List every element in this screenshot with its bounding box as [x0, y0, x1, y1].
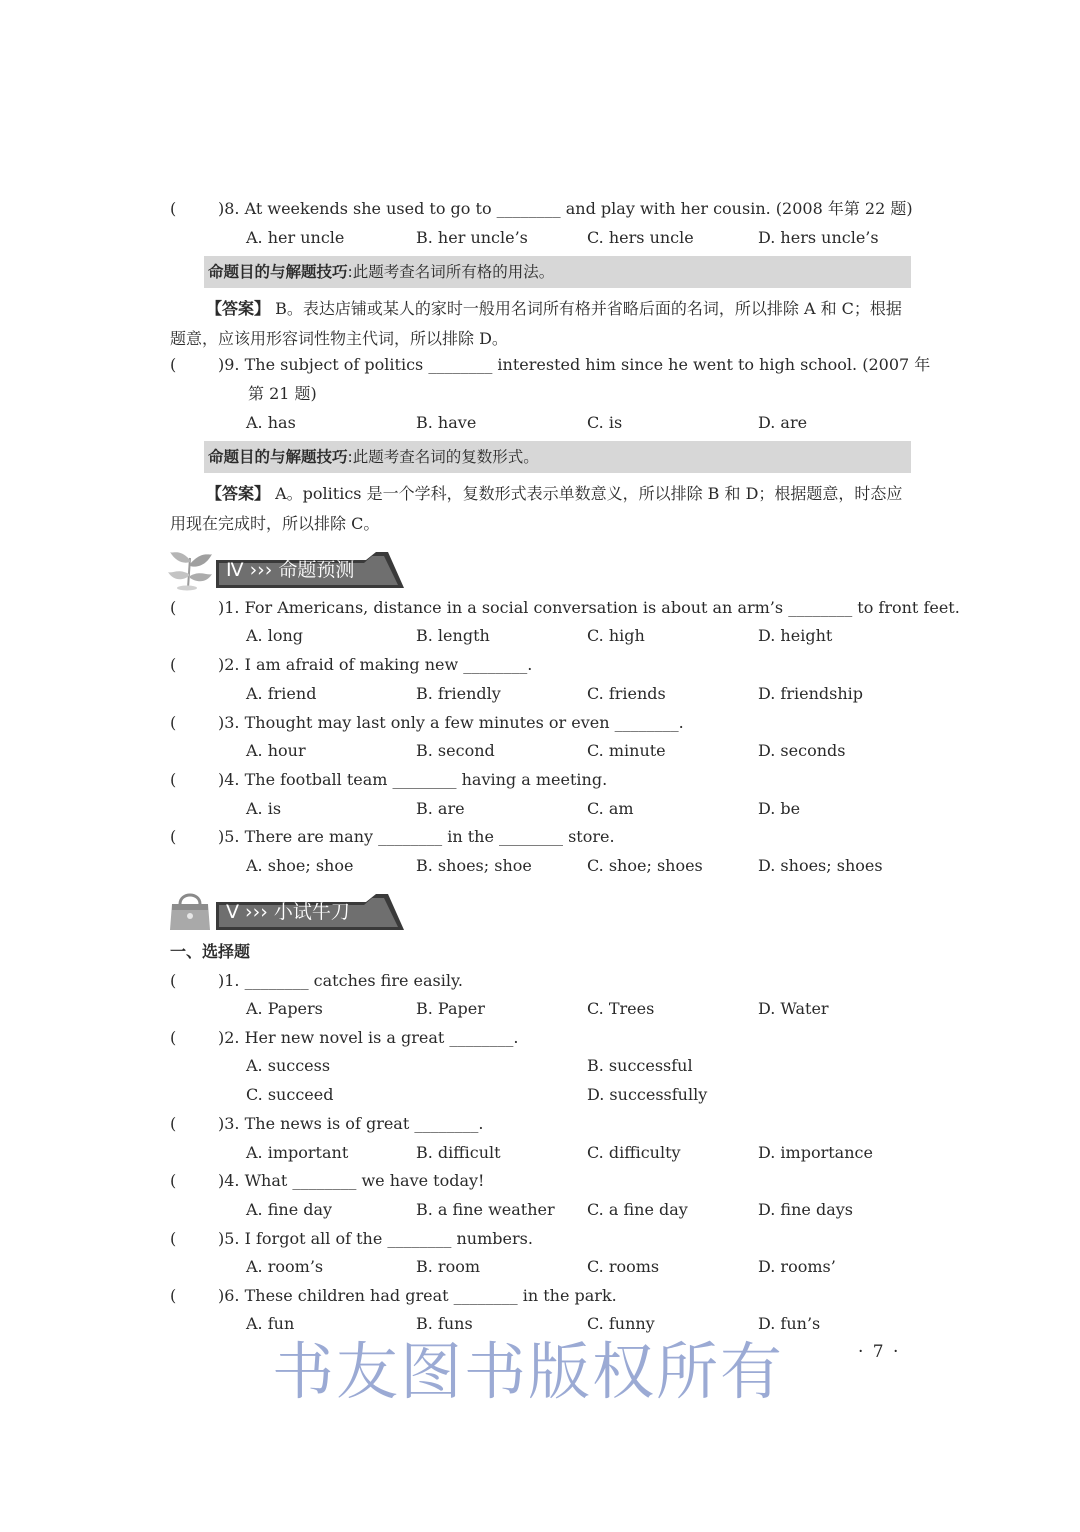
- option-a: A. important: [246, 1143, 349, 1162]
- question-row: [0, 1024, 1080, 1052]
- answer-bracket: (: [170, 655, 177, 674]
- question-row: [0, 709, 1080, 737]
- question-row: [0, 195, 1080, 223]
- options-row: [0, 224, 1080, 252]
- answer-bracket: (: [170, 598, 177, 617]
- question-text: )5. There are many ________ in the ________ store.: [218, 827, 615, 846]
- copyright-watermark: 书友图书版权所有: [272, 1335, 785, 1408]
- question-text: )4. The football team ________ having a meeting.: [218, 770, 608, 789]
- option-c: C. minute: [587, 741, 666, 760]
- answer-bracket: (: [170, 971, 177, 990]
- option-a: A. room’s: [246, 1257, 324, 1276]
- question-text: )2. I am afraid of making new ________.: [218, 655, 533, 674]
- option-b: B. second: [416, 741, 495, 760]
- option-b: B. difficult: [416, 1143, 501, 1162]
- tip-bar: [204, 441, 911, 473]
- option-d: D. fun’s: [758, 1314, 821, 1333]
- option-c: C. difficulty: [587, 1143, 681, 1162]
- option-a: A. has: [246, 413, 296, 432]
- answer-bracket: (: [170, 199, 177, 218]
- option-d: D. hers uncle’s: [758, 228, 879, 247]
- answer-bracket: (: [170, 1171, 177, 1190]
- question-text: )8. At weekends she used to go to ________ and play with her cousin. (2008 年第 22 题): [218, 199, 913, 218]
- question-row: [0, 1225, 1080, 1253]
- option-d: D. Water: [758, 999, 829, 1018]
- tip-text: :此题考查名词所有格的用法。: [347, 263, 555, 281]
- option-a: A. her uncle: [246, 228, 345, 247]
- options-row: [0, 1253, 1080, 1281]
- option-a: A. friend: [246, 684, 317, 703]
- handbag-icon: [166, 886, 214, 934]
- question-text: )3. Thought may last only a few minutes or even ________.: [218, 713, 684, 732]
- question-text: )5. I forgot all of the ________ numbers.: [218, 1229, 533, 1248]
- page-number: · 7 ·: [858, 1342, 901, 1362]
- question-text: )1. For Americans, distance in a social conversation is about an arm’s ________ to front feet.: [218, 598, 960, 617]
- section-title: Ⅴ ››› 小试牛刀: [226, 901, 350, 923]
- option-c: C. Trees: [587, 999, 655, 1018]
- option-d: D. importance: [758, 1143, 873, 1162]
- answer-label: 【答案】: [206, 299, 271, 318]
- question-text: )1. ________ catches fire easily.: [218, 971, 463, 990]
- question-row: [0, 766, 1080, 794]
- answer-bracket: (: [170, 1114, 177, 1133]
- option-d: D. shoes; shoes: [758, 856, 883, 875]
- question-text: )9. The subject of politics ________ interested him since he went to high school. (2007 年: [218, 355, 931, 374]
- option-a: A. shoe; shoe: [246, 856, 354, 875]
- answer-text: B。表达店铺或某人的家时一般用名词所有格并省略后面的名词，所以排除 A 和 C；根据题意，应该用形容词性物主代词，所以排除 D。: [170, 299, 902, 348]
- option-c: C. high: [587, 626, 645, 645]
- option-b: B. have: [416, 413, 477, 432]
- subsection-heading: 一、选择题: [170, 942, 251, 961]
- options-row: [0, 622, 1080, 650]
- option-a: A. long: [246, 626, 304, 645]
- question-row: [0, 1282, 1080, 1310]
- answer-bracket: (: [170, 1286, 177, 1305]
- options-row: [0, 1139, 1080, 1167]
- options-row: [0, 795, 1080, 823]
- option-d: D. friendship: [758, 684, 864, 703]
- option-b: B. are: [416, 799, 465, 818]
- section-heading-predictions: [166, 544, 406, 592]
- answer-text: A。politics 是一个学科，复数形式表示单数意义，所以排除 B 和 D；根据题意，时态应用现在完成时，所以排除 C。: [170, 484, 903, 533]
- answer-bracket: (: [170, 355, 177, 374]
- answer-label: 【答案】: [206, 484, 271, 503]
- options-row: [0, 995, 1080, 1023]
- answer-bracket: (: [170, 827, 177, 846]
- question-text: )6. These children had great ________ in the park.: [218, 1286, 617, 1305]
- option-b: B. successful: [587, 1056, 693, 1075]
- option-a: A. is: [246, 799, 282, 818]
- option-a: A. fine day: [246, 1200, 333, 1219]
- option-b: B. her uncle’s: [416, 228, 528, 247]
- options-row: [0, 1196, 1080, 1224]
- option-b: B. a fine weather: [416, 1200, 555, 1219]
- question-row: [0, 967, 1080, 995]
- option-c: C. a fine day: [587, 1200, 688, 1219]
- tip-label: 命题目的与解题技巧: [208, 263, 348, 281]
- options-row: [0, 1052, 1080, 1080]
- option-a: A. success: [246, 1056, 331, 1075]
- question-row: [0, 351, 1080, 379]
- question-text: )2. Her new novel is a great ________.: [218, 1028, 519, 1047]
- option-d: D. height: [758, 626, 833, 645]
- option-b: B. shoes; shoe: [416, 856, 532, 875]
- option-c: C. shoe; shoes: [587, 856, 703, 875]
- answer-paragraph: [170, 479, 912, 539]
- answer-bracket: (: [170, 770, 177, 789]
- option-b: B. length: [416, 626, 490, 645]
- option-d: D. successfully: [587, 1085, 708, 1104]
- option-d: D. seconds: [758, 741, 846, 760]
- section-heading-practice: [166, 886, 406, 934]
- leaf-sprig-icon: [166, 544, 214, 592]
- tip-label: 命题目的与解题技巧: [208, 448, 348, 466]
- option-c: C. is: [587, 413, 623, 432]
- question-text: )3. The news is of great ________.: [218, 1114, 484, 1133]
- tip-text: :此题考查名词的复数形式。: [347, 448, 539, 466]
- option-c: C. hers uncle: [587, 228, 694, 247]
- option-b: B. friendly: [416, 684, 501, 703]
- answer-bracket: (: [170, 1229, 177, 1248]
- answer-bracket: (: [170, 713, 177, 732]
- question-continuation-row: [0, 380, 1080, 408]
- answer-paragraph: [170, 294, 912, 354]
- section-title: Ⅳ ››› 命题预测: [226, 559, 355, 581]
- answer-bracket: (: [170, 1028, 177, 1047]
- options-row: [0, 852, 1080, 880]
- question-row: [0, 1167, 1080, 1195]
- option-a: A. Papers: [246, 999, 323, 1018]
- option-d: D. rooms’: [758, 1257, 836, 1276]
- options-row: [0, 737, 1080, 765]
- options-row: [0, 409, 1080, 437]
- options-row: [0, 680, 1080, 708]
- option-d: D. fine days: [758, 1200, 853, 1219]
- option-c: C. friends: [587, 684, 666, 703]
- option-c: C. succeed: [246, 1085, 334, 1104]
- tip-bar: [204, 256, 911, 288]
- option-d: D. are: [758, 413, 808, 432]
- option-a: A. hour: [246, 741, 306, 760]
- option-b: B. room: [416, 1257, 481, 1276]
- option-c: C. funny: [587, 1314, 655, 1333]
- question-row: [0, 594, 1080, 622]
- option-b: B. Paper: [416, 999, 485, 1018]
- options-row: [0, 1081, 1080, 1109]
- question-row: [0, 1110, 1080, 1138]
- question-row: [0, 823, 1080, 851]
- question-text-continued: 第 21 题): [248, 384, 317, 403]
- option-c: C. rooms: [587, 1257, 660, 1276]
- question-text: )4. What ________ we have today!: [218, 1171, 485, 1190]
- option-d: D. be: [758, 799, 801, 818]
- question-row: [0, 651, 1080, 679]
- option-b: B. funs: [416, 1314, 473, 1333]
- option-c: C. am: [587, 799, 634, 818]
- option-a: A. fun: [246, 1314, 295, 1333]
